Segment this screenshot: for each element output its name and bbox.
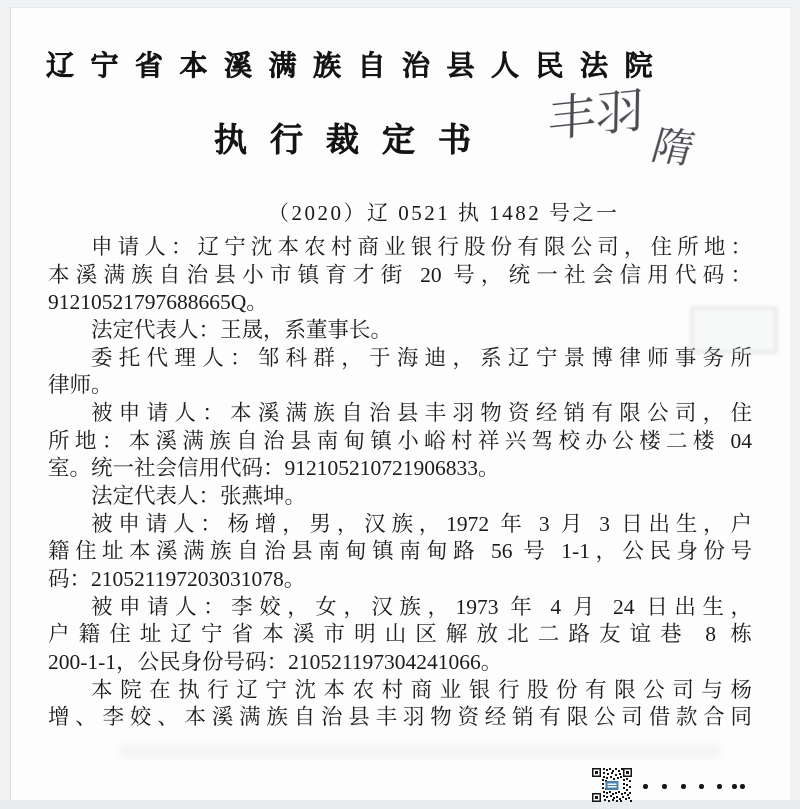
scan-edge-shadow [0,800,800,809]
body-line: 委托代理人：邹科群，于海迪，系辽宁景博律师事务所 [91,345,752,370]
court-name: 辽宁省本溪满族自治县人民法院 [46,51,670,82]
body-line: 律师。 [48,373,113,398]
scan-bleedthrough-artifact [690,306,778,354]
qr-code-stamp [592,768,632,802]
body-line: 被申请人：本溪满族自治县丰羽物资经销有限公司，住 [91,400,752,425]
document-body [48,234,752,732]
body-line: 被申请人：杨增，男，汉族，1972 年 3 月 3 日出生，户 [91,511,752,536]
body-line: 法定代表人：张燕坤。 [91,483,307,508]
ellipsis-dot [740,784,745,789]
ellipsis-dot [732,784,737,789]
body-line: 法定代表人：王晟，系董事长。 [91,317,393,342]
handwritten-note: 隋 [647,123,700,172]
ellipsis-dot [699,784,704,789]
body-line: 申请人：辽宁沈本农村商业银行股份有限公司，住所地： [91,235,752,259]
body-line: 本院在执行辽宁沈本农村商业银行股份有限公司与杨 [91,677,752,702]
qr-center-logo [606,781,619,790]
body-line: 被申请人：李姣，女，汉族，1973 年 4 月 24 日出生， [91,594,752,619]
body-line: 室。统一社会信用代码：912105210721906833。 [48,456,500,481]
body-line: 所地：本溪满族自治县南甸镇小峪村祥兴驾校办公楼二楼 04 [48,428,752,453]
scan-bleedthrough-smudge [120,744,720,758]
case-number: （2020）辽 0521 执 1482 号之一 [268,201,620,225]
handwritten-note: 丰羽 [547,83,645,148]
body-line: 增、李姣、本溪满族自治县丰羽物资经销有限公司借款合同 [48,705,752,730]
document-title: 执行裁定书 [214,123,494,159]
ellipsis-dot [643,784,648,789]
body-line: 200-1-1，公民身份号码：210521197304241066。 [48,649,503,674]
ellipsis-dot [662,784,667,789]
body-line: 码：210521197203031078。 [48,566,306,591]
ellipsis-dot [717,784,722,789]
body-line: 籍住址本溪满族自治县南甸镇南甸路 56 号 1-1，公民身份号 [48,539,752,564]
body-line: 91210521797688665Q。 [48,290,268,315]
body-line: 本溪满族自治县小市镇育才街 20 号，统一社会信用代码： [48,262,752,287]
ellipsis-dot [681,784,686,789]
body-line: 户籍住址辽宁省本溪市明山区解放北二路友谊巷 8 栋 [48,622,752,647]
